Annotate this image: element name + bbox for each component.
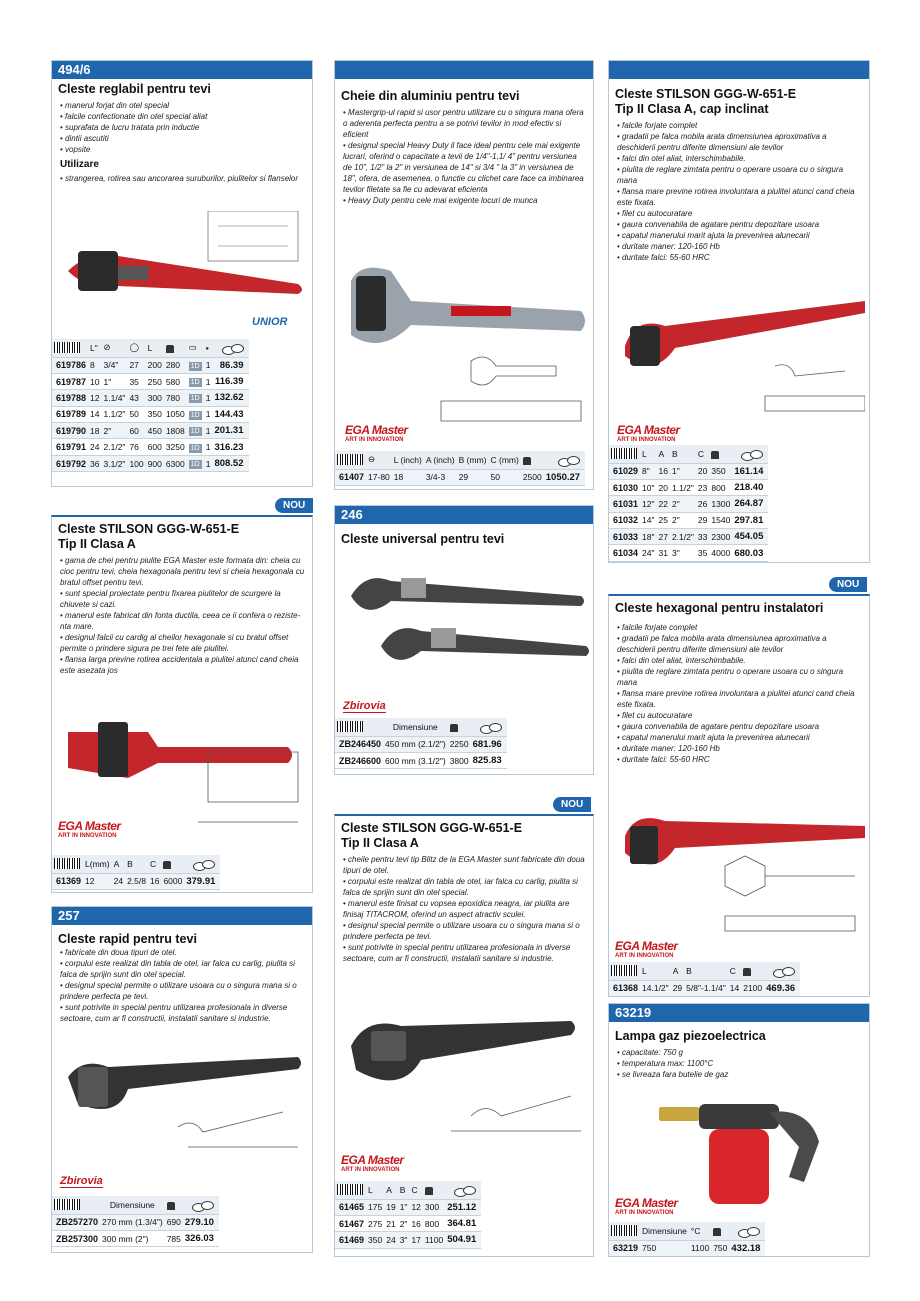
gas-lamp-image: [659, 1092, 839, 1212]
feature-item: • piulita de reglare zimtata pentru o operare usoara cu o singura mana: [617, 666, 863, 688]
price-coins-icon: [729, 1222, 765, 1240]
ring-icon: ◯: [127, 339, 145, 357]
price-table: [52, 1196, 219, 1247]
product-card-aluminium-wrench: [334, 60, 594, 490]
barcode-icon: [609, 1222, 640, 1240]
product-title: Cleste reglabil pentru tevi: [58, 82, 211, 96]
feature-item: • duritate falci: 55-60 HRC: [617, 754, 863, 765]
feature-item: • falci din otel aliat, interschimbabile.: [617, 655, 863, 666]
feature-item: • duritate maner: 120-160 Hb: [617, 241, 863, 252]
feature-list: [335, 104, 593, 206]
table-row: 619789 14 1.1/2" 50 350 1050 1D 1 144.43: [52, 406, 249, 422]
feature-list: [335, 851, 593, 964]
product-card-257: [51, 906, 313, 1253]
feature-item: • manerul este fabricat din fonta ductila, ceea ce ii confera o reziste-nta mare.: [60, 610, 306, 632]
price-table: [335, 718, 507, 769]
feature-item: • corpului este realizat din tabla de otel, iar falca cu carlig, piulita si falca de sprijin sunt din otel special.: [60, 958, 306, 980]
product-title: Cheie din aluminiu pentru tevi: [341, 89, 520, 103]
feature-item: • filet cu autocuratare: [617, 710, 863, 721]
feature-item: • duritate falci: 55-60 HRC: [617, 252, 863, 263]
barcode-icon: [335, 718, 383, 736]
barcode-icon: [335, 451, 366, 469]
table-row: 61369 12 24 2.5/8 16 6000 379.91: [52, 873, 220, 889]
feature-item: • designul falcii cu cardig al cheilor hexagonale si cu bratul offset permite o prindere sigura pe trei fete ale piulitei.: [60, 632, 306, 654]
feature-item: • gaura convenabila de agatare pentru depozitare usoara: [617, 721, 863, 732]
feature-item: • manerul este finisat cu vopsea epoxidica neagra, iar piulita are finisaj TITACROM, oferind un aspect atractiv sculei.: [343, 898, 587, 920]
feature-item: • corpului este realizat din tabla de otel, iar falca cu carlig, piulita si falca de sprijin sunt din otel special.: [343, 876, 587, 898]
feature-item: • capatul manerului marit ajuta la prevenirea alunecarii: [617, 230, 863, 241]
table-row: 61030 10" 20 1.1/2" 23 800 218.40: [609, 479, 768, 495]
barcode-icon: [52, 855, 83, 873]
barcode-icon: [52, 1196, 100, 1214]
brand-logo: UNIOR: [252, 316, 288, 328]
price-coins-icon: [764, 962, 800, 980]
hex-wrench-image: [615, 806, 865, 946]
feature-item: • gaura convenabila de agatare pentru depozitare usoara: [617, 219, 863, 230]
feature-item: • designul special Heavy Duty il face ideal pentru cele mai exigente lucrari, oferind o capacitate a tevii de 1/4"-1,1/ 4" pentru versiunea de 10", 1/2" la 2" in versiunea de 14" si 3/4 " la 3" in versiunea de 18", ofera, de asemenea, o functie cu clichet care face ca imbinarea tevilor filetate sa fie cu adevarat eficienta: [343, 140, 587, 195]
package-icon: ▭: [187, 339, 204, 357]
product-title: Cleste STILSON GGG-W-651-E: [341, 821, 523, 835]
feature-item: • sunt potrivite in special pentru utilizarea profesionala in diverse sectoare, cum ar fi constructii, instalatii sanitare si industrie.: [343, 942, 587, 964]
price-table: [52, 855, 220, 890]
quick-wrench-image: [58, 1047, 308, 1167]
col-l: L: [146, 339, 164, 357]
universal-wrench-image: [341, 566, 591, 686]
diameter-icon: ⊘: [102, 339, 128, 357]
table-row: 61034 24" 31 3" 35 4000 680.03: [609, 545, 768, 561]
feature-item: • capacitate: 750 g: [617, 1047, 863, 1058]
product-title: Lampa gaz piezoelectrica: [615, 1029, 766, 1043]
product-card-63219: [608, 1003, 870, 1257]
inclined-wrench-image: [615, 296, 865, 436]
price-table: [335, 451, 585, 486]
price-coins-icon: [544, 451, 585, 469]
table-header: ⊖ L (inch) A (inch) B (mm) C (mm): [335, 451, 585, 469]
table-header: L A B C: [609, 962, 800, 980]
usage-item: • strangerea, rotirea sau ancorarea suruburilor, piulitelor si flanselor: [60, 173, 306, 184]
product-card-stilson-inclined: [608, 60, 870, 563]
price-coins-icon: [212, 339, 248, 357]
ega-master-logo: EGA Master ART IN INNOVATION: [615, 939, 678, 959]
barcode-icon: [609, 445, 640, 463]
ega-master-logo: EGA Master ART IN INNOVATION: [341, 1153, 404, 1173]
header-bar: [335, 61, 593, 79]
table-row: 63219 750 1100 750 432.18: [609, 1240, 765, 1256]
table-header: Dimensiune °C: [609, 1222, 765, 1240]
feature-item: • flansa mare previne rotirea involuntara a piulitei atunci cand cheia este fixata.: [617, 688, 863, 710]
ega-master-logo: EGA Master ART IN INNOVATION: [617, 423, 680, 443]
product-subtitle: Tip II Clasa A, cap inclinat: [615, 102, 769, 116]
table-row: 61469 350 24 3" 17 1100 504.91: [335, 1232, 481, 1248]
product-card-stilson-blitz: [334, 814, 594, 1257]
product-code: 246: [335, 506, 593, 524]
table-row: 619788 12 1.1/4" 43 300 780 1D 1 132.62: [52, 390, 249, 406]
table-header: Dimensiune: [335, 718, 507, 736]
product-card-stilson-a: [51, 515, 313, 893]
weight-icon: [161, 855, 184, 873]
price-coins-icon: [184, 855, 220, 873]
feature-item: • vopsite: [60, 144, 306, 155]
product-title: Cleste universal pentru tevi: [341, 532, 505, 546]
brand-logo: Zbirovia: [60, 1175, 103, 1187]
table-row: ZB257270 270 mm (1.3/4") 690 279.10: [52, 1214, 219, 1230]
table-header: L A B C: [335, 1181, 481, 1199]
new-badge: NOU: [275, 498, 313, 513]
weight-icon: [423, 1181, 445, 1199]
qty-icon: ▪: [204, 339, 213, 357]
feature-item: • gradatii pe falca mobila arata dimensiunea aproximativa a deschiderii pentru diferite dimensiuni ale tevilor: [617, 131, 863, 153]
new-badge: NOU: [553, 797, 591, 812]
feature-item: • capatul manerului marit ajuta la prevenirea alunecarii: [617, 732, 863, 743]
size-icon: ⊖: [366, 451, 392, 469]
pipe-wrench-image: [58, 211, 308, 311]
feature-item: • manerul forjat din otel special: [60, 100, 306, 111]
table-row: 619787 10 1" 35 250 580 1D 1 116.39: [52, 373, 249, 389]
product-title: Cleste rapid pentru tevi: [58, 932, 197, 946]
product-title: Cleste STILSON GGG-W-651-E: [615, 87, 797, 101]
product-title: Cleste STILSON GGG-W-651-E: [58, 522, 240, 536]
product-title: Cleste hexagonal pentru instalatori: [615, 601, 824, 615]
product-code: 257: [52, 907, 312, 925]
feature-item: • designul special permite o utilizare usoara cu o singura mana si o prindere perfecta pe tevi.: [343, 920, 587, 942]
weight-icon: [741, 962, 764, 980]
ega-master-logo: EGA Master ART IN INNOVATION: [345, 423, 408, 443]
table-header: Dimensiune: [52, 1196, 219, 1214]
product-card-246: [334, 505, 594, 775]
price-table: [609, 962, 800, 997]
feature-item: • duritate maner: 120-160 Hb: [617, 743, 863, 754]
table-row: 61368 14.1/2" 29 5/8"-1.1/4" 14 2100 469.36: [609, 980, 800, 996]
product-card-hex-wrench: [608, 594, 870, 997]
aluminium-wrench-image: [341, 251, 591, 441]
price-coins-icon: [732, 445, 768, 463]
table-row: ZB257300 300 mm (2") 785 326.03: [52, 1230, 219, 1246]
feature-item: • Mastergrip-ul rapid si usor pentru utilizare cu o singura mana ofera o aderenta perfecta pentru a se potrivi tevilor in mod efectiv si eficient: [343, 107, 587, 140]
price-coins-icon: [471, 718, 507, 736]
table-row: 61032 14" 25 2" 29 1540 297.81: [609, 512, 768, 528]
table-header: L A B C: [609, 445, 768, 463]
price-table: [609, 1222, 765, 1257]
feature-list: [52, 552, 312, 676]
feature-list: [609, 1044, 869, 1080]
header-bar: [609, 61, 869, 79]
feature-item: • sunt special proiectate pentru fixarea piulitelor de scurgere la chiuvete si cazi.: [60, 588, 306, 610]
table-row: ZB246450 450 mm (2.1/2") 2250 681.96: [335, 736, 507, 752]
table-row: 61033 18" 27 2.1/2" 33 2300 454.05: [609, 529, 768, 545]
weight-icon: [448, 718, 471, 736]
barcode-icon: [335, 1181, 366, 1199]
price-table: [609, 445, 768, 562]
feature-item: • designul special permite o utilizare usoara cu o singura mana si o prindere perfecta pe tevi.: [60, 980, 306, 1002]
weight-icon: [709, 445, 732, 463]
table-row: 619790 18 2" 60 450 1808 1D 1 201.31: [52, 423, 249, 439]
table-header: L(mm) A B C: [52, 855, 220, 873]
table-row: 61029 8" 16 1" 20 350 161.14: [609, 463, 768, 479]
table-row: 619786 8 3/4" 27 200 280 1D 1 86.39: [52, 357, 249, 373]
feature-item: • falcile confectionate din otel special aliat: [60, 111, 306, 122]
feature-item: • falci din otel aliat, interschimbabile.: [617, 153, 863, 164]
price-coins-icon: [445, 1181, 481, 1199]
brand-logo: Zbirovia: [343, 700, 386, 712]
table-row: 619791 24 2.1/2" 76 600 3250 1D 1 316.23: [52, 439, 249, 455]
product-subtitle: Tip II Clasa A: [341, 836, 419, 850]
table-row: 61467 275 21 2" 16 800 364.81: [335, 1215, 481, 1231]
feature-item: • flansa mare previne rotirea involuntara a piulitei atunci cand cheia este fixata.: [617, 186, 863, 208]
table-row: 619792 36 3.1/2" 100 900 6300 1D 1 808.52: [52, 455, 249, 471]
table-row: 61465 175 19 1" 12 300 251.12: [335, 1199, 481, 1215]
table-row: ZB246600 600 mm (3.1/2") 3800 825.83: [335, 752, 507, 768]
col-l-inch: L": [88, 339, 101, 357]
feature-item: • Heavy Duty pentru cele mai exigente locuri de munca: [343, 195, 587, 206]
usage-list: [52, 170, 312, 184]
feature-item: • sunt potrivite in special pentru utilizarea profesionala in diverse sectoare, cum ar fi constructii, instalatii sanitare si industrie.: [60, 1002, 306, 1024]
feature-item: • temperatura max: 1100°C: [617, 1058, 863, 1069]
price-table: [52, 339, 249, 472]
product-code: 494/6: [52, 61, 312, 79]
product-card-494-6: [51, 60, 313, 487]
price-coins-icon: [183, 1196, 219, 1214]
feature-item: • piulita de reglare zimtata pentru o operare usoara cu o singura mana: [617, 164, 863, 186]
table-header: [52, 339, 249, 357]
usage-heading: Utilizare: [60, 159, 99, 170]
barcode-icon: [609, 962, 640, 980]
feature-item: • falcile forjate complet: [617, 120, 863, 131]
feature-list: [609, 117, 869, 263]
ega-master-logo: EGA Master ART IN INNOVATION: [615, 1196, 678, 1216]
price-table: [335, 1181, 481, 1249]
feature-item: • se livreaza fara butelie de gaz: [617, 1069, 863, 1080]
feature-list: [609, 616, 869, 765]
feature-item: • suprafata de lucru tratata prin inductie: [60, 122, 306, 133]
feature-item: • falcile forjate complet: [617, 622, 863, 633]
barcode-icon: [52, 339, 88, 357]
feature-item: • gama de chei pentru piulite EGA Master este formata din: cheia cu cioc pentru tevi, cheia hexagonala pentru tevi si cheia hexagonala cu bratul offset pentru tevi.: [60, 555, 306, 588]
feature-item: • cheile pentru tevi tip Blitz de la EGA Master sunt fabricate din doua tipuri de otel.: [343, 854, 587, 876]
blitz-wrench-image: [341, 1006, 591, 1146]
table-row: 61031 12" 22 2" 26 1300 264.87: [609, 496, 768, 512]
table-row: 61407 17-80 18 3/4-3 29 50 2500 1050.27: [335, 469, 585, 485]
feature-list: [52, 947, 312, 1024]
product-subtitle: Tip II Clasa A: [58, 537, 136, 551]
weight-icon: [521, 451, 544, 469]
feature-item: • fabricate din doua tipuri de otel.: [60, 947, 306, 958]
weight-icon: [711, 1222, 729, 1240]
feature-item: • flansa larga previne rotirea accidentala a piulitei atunci cand cheia este asezata jos: [60, 654, 306, 676]
product-code: 63219: [609, 1004, 869, 1022]
weight-icon: [165, 1196, 183, 1214]
feature-item: • dintii ascutiti: [60, 133, 306, 144]
feature-item: • gradatii pe falca mobila arata dimensiunea aproximativa a deschiderii pentru diferite dimensiuni ale tevilor: [617, 633, 863, 655]
feature-item: • filet cu autocuratare: [617, 208, 863, 219]
feature-list: [52, 97, 312, 155]
new-badge: NOU: [829, 577, 867, 592]
weight-icon: [164, 339, 187, 357]
ega-master-logo: EGA Master ART IN INNOVATION: [58, 819, 121, 839]
